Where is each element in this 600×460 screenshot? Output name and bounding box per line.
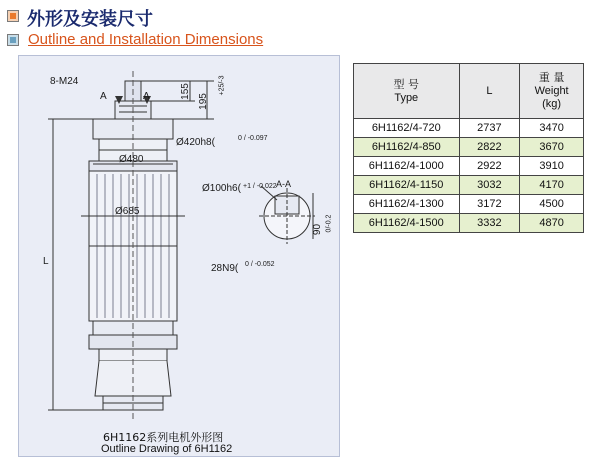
dim-155-label: 155	[179, 83, 191, 100]
section-aa-label: A-A	[276, 179, 292, 189]
dim-195-tolerance: +25/-3	[218, 75, 226, 96]
motor-outline-drawing	[19, 56, 341, 458]
keyway-tolerance: 0 / -0.052	[245, 261, 275, 268]
length-label: L	[43, 256, 49, 267]
table-row: 6H1162/4-1500 3332 4870	[354, 214, 584, 233]
shaft-diameter-label: Ø100h6(	[202, 183, 241, 194]
keyway-label: 28N9(	[211, 263, 239, 274]
table-row: 6H1162/4-1150 3032 4170	[354, 176, 584, 195]
dim-195-label: 195	[197, 93, 209, 110]
table-row: 6H1162/4-850 2822 3670	[354, 138, 584, 157]
spec-table	[353, 63, 584, 233]
table-row: 6H1162/4-720 2737 3470	[354, 119, 584, 138]
header-type: 型 号 Type	[354, 64, 460, 119]
page-title-en: Outline and Installation Dimensions	[28, 31, 264, 48]
drawing-caption-en: Outline Drawing of 6H1162	[101, 443, 233, 455]
section-square-icon	[7, 34, 19, 46]
shaft-tolerance: +1 / -0.022	[243, 183, 277, 190]
section-square-icon	[7, 10, 19, 22]
drawing-caption-zh: 6H1162系列电机外形图	[103, 431, 224, 444]
header-length: L	[459, 64, 520, 119]
spec-table-header	[354, 64, 584, 119]
page-title-zh: 外形及安装尺寸	[27, 9, 153, 30]
drawing-panel	[18, 55, 340, 457]
table-row: 6H1162/4-1300 3172 4500	[354, 195, 584, 214]
table-row: 6H1162/4-1000 2922 3910	[354, 157, 584, 176]
section-a-right-label: A	[143, 91, 150, 102]
dim-90-tolerance: 0/-0.2	[325, 214, 333, 233]
dia-685-label: Ø685	[115, 206, 140, 217]
thread-label: 8-M24	[50, 76, 79, 87]
header-weight: 重 量 Weight (kg)	[520, 64, 584, 119]
section-a-left-label: A	[100, 91, 107, 102]
flange-diameter-label: Ø420h8(	[176, 137, 215, 148]
flange-tolerance: 0 / -0.097	[238, 135, 268, 142]
dim-90-label: 90	[312, 223, 324, 236]
dia-480-label: Ø480	[119, 154, 144, 165]
